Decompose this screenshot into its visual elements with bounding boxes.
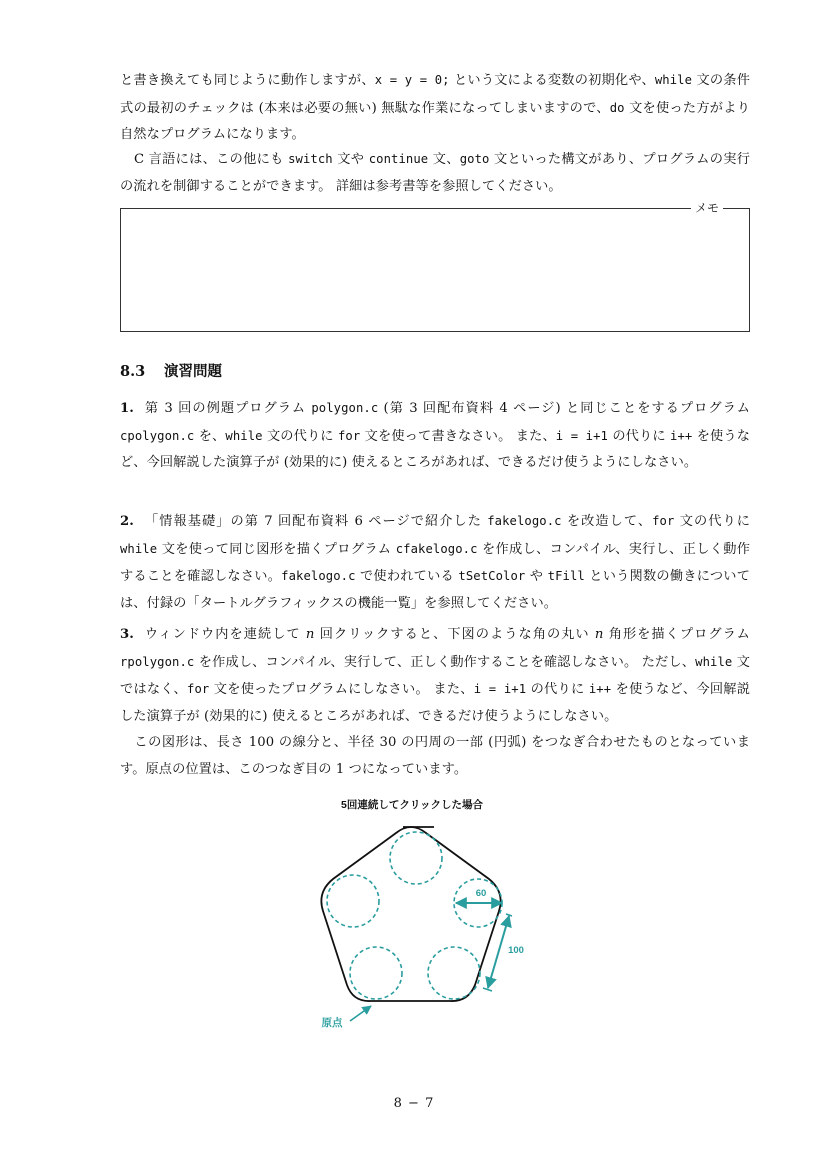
rounded-pentagon-figure (300, 790, 540, 1050)
paragraph-other-statements: C 言語には、この他にも switch 文や continue 文、goto 文といった構文があり、プログラムの実行の流れを制御することができます。 詳細は参考書等を参照してください。 (120, 152, 750, 194)
problem-2: 2. 「情報基礎」の第 7 回配布資料 6 ページで紹介した fakelogo.c を改造して、for 文の代りに while 文を使って同じ図形を描くプログラム cfakelogo.c を作成し、コンパイル、実行し、正しく動作することを確認しなさい。fakelogo.c で使われている tSetColor や tFill という関数の働きについては、付録の「タートルグラフィックスの機能一覧」を参照してください。 (120, 514, 750, 611)
section-number: 8.3 (120, 363, 146, 380)
section-heading (120, 360, 222, 381)
page-number: 8 − 7 (393, 1096, 435, 1111)
memo-box (120, 201, 750, 332)
problem-number: 3. (120, 627, 134, 642)
origin-label: 原点 (321, 1017, 343, 1029)
memo-label: メモ (691, 200, 723, 216)
figure-title: 5回連続してクリックした場合 (341, 799, 483, 811)
problem-number: 2. (120, 514, 134, 529)
problem-1: 1. 第 3 回の例題プログラム polygon.c (第 3 回配布資料 4 ページ) と同じことをするプログラム cpolygon.c を、while 文の代りに for 文を使って書きなさい。 また、i = i+1 の代りに i++ を使うなど、今回解説した演算子が (効果的に) 使えるところがあれば、できるだけ使うようにしなさい。 (120, 401, 751, 470)
length-label: 100 (508, 945, 524, 956)
origin-arrow (350, 1006, 371, 1021)
length-arrow (488, 916, 509, 988)
circle-bottom-left (350, 947, 402, 999)
circle-left (327, 875, 379, 927)
paragraph-do-explanation: と書き換えても同じように動作しますが、x = y = 0; という文による変数の初期化や、while 文の条件式の最初のチェックは (本来は必要の無い) 無駄な作業になってしまいますので、do 文を使った方がより自然なプログラムになります。 (120, 73, 750, 142)
problem-number: 1. (120, 401, 134, 416)
problem-3: 3. ウィンドウ内を連続して n 回クリックすると、下図のような角の丸い n 角形を描くプログラム rpolygon.c を作成し、コンパイル、実行して、正しく動作することを確認しなさい。 ただし、while 文ではなく、for 文を使ったプログラムにしなさい。 また、i = i+1 の代りに i++ を使うなど、今回解説した演算子が (効果的に) 使えるところがあれば、できるだけ使うようにしなさい。 この図形は、長さ 100 の線分と、半径 30 の円周の一部 (円弧) をつなぎ合わせたものとなっています。原点の位置は、このつなぎ目の 1 つになっています。 (120, 627, 751, 777)
circle-top (390, 832, 442, 884)
section-title: 演習問題 (164, 363, 222, 380)
diameter-label: 60 (475, 888, 487, 899)
